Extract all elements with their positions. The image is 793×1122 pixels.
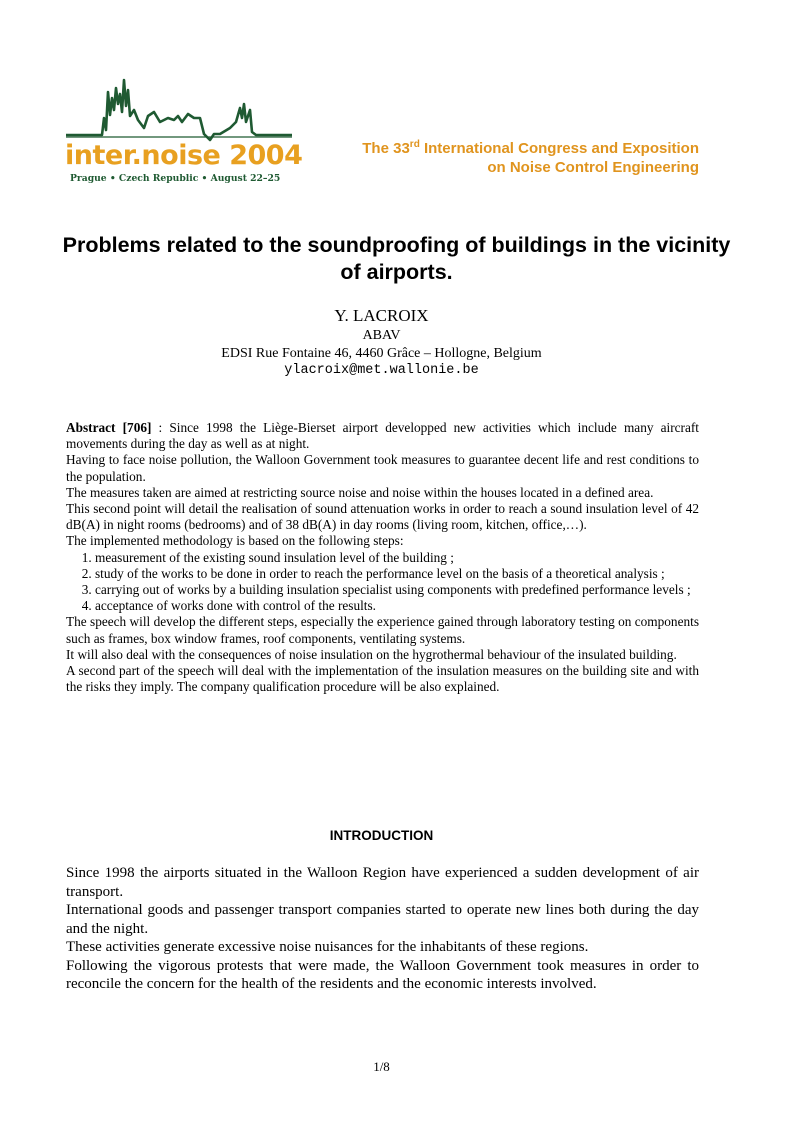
introduction-body — [66, 864, 699, 994]
abstract-paragraph: This second point will detail the realisation of sound attenuation works in order to reach a sound insulation level of 42 dB(A) in night rooms (bedrooms) and of 38 dB(A) in day rooms (living room, kitchen, office,…). — [66, 501, 699, 533]
conference-logo — [64, 70, 303, 190]
paper-title: Problems related to the soundproofing of buildings in the vicinity of airports. — [62, 233, 731, 284]
page-number: 1/8 — [373, 1059, 390, 1074]
abstract-paragraph: The speech will develop the different steps, especially the experience gained through laboratory testing on components such as frames, box window frames, roof components, ventilating systems. — [66, 614, 699, 646]
list-item: 3. carrying out of works by a building insulation specialist using components with predefined performance levels ; — [95, 582, 699, 598]
abstract-paragraph: Having to face noise pollution, the Walloon Government took measures to guarantee decent life and rest conditions to the population. — [66, 452, 699, 484]
intro-paragraph: Following the vigorous protests that were made, the Walloon Government took measures in order to reconcile the concern for the health of the residents and the economic interests involved. — [66, 957, 699, 992]
intro-paragraph: Since 1998 the airports situated in the Walloon Region have experienced a sudden development of air transport. — [66, 865, 699, 900]
author-email: ylacroix@met.wallonie.be — [284, 363, 479, 378]
list-item: 1. measurement of the existing sound insulation level of the building ; — [95, 550, 699, 566]
methodology-steps — [66, 550, 699, 615]
congress-line-1: The 33rd International Congress and Exposition — [362, 139, 699, 157]
intro-paragraph: These activities generate excessive noise nuisances for the inhabitants of these regions. — [66, 939, 589, 955]
abstract-paragraph: Abstract [706] : Since 1998 the Liège-Bierset airport developped new activities which include many aircraft movements during the day as well as at night. — [66, 420, 699, 452]
logo-wordmark: inter.noise 2004 — [65, 140, 303, 171]
abstract-label: Abstract [706] — [66, 420, 152, 435]
list-item: 2. study of the works to be done in order to reach the performance level on the basis of a theoretical analysis ; — [95, 566, 699, 582]
abstract — [66, 420, 699, 695]
abstract-paragraph: The implemented methodology is based on the following steps: — [66, 533, 404, 549]
congress-line-2: on Noise Control Engineering — [487, 159, 699, 176]
intro-paragraph: International goods and passenger transport companies started to operate new lines both during the day and the night. — [66, 902, 699, 937]
ordinal-suffix: rd — [409, 139, 420, 150]
author-organization: ABAV — [362, 328, 401, 343]
logo-subline: Prague • Czech Republic • August 22–25 — [70, 173, 281, 184]
abstract-paragraph: It will also deal with the consequences of noise insulation on the hygrothermal behaviour of the insulated building. — [66, 646, 677, 662]
author-name: Y. LACROIX — [334, 306, 429, 325]
skyline-icon — [64, 70, 296, 142]
abstract-paragraph: The measures taken are aimed at restricting source noise and noise within the houses located in a defined area. — [66, 484, 654, 500]
abstract-paragraph: A second part of the speech will deal with the implementation of the insulation measures on the building site and with the risks they imply. The company qualification procedure will be also explained. — [66, 663, 699, 695]
list-item: 4. acceptance of works done with control of the results. — [95, 598, 699, 614]
congress-heading — [362, 139, 699, 177]
author-address: EDSI Rue Fontaine 46, 4460 Grâce – Hollogne, Belgium — [221, 346, 542, 361]
section-heading: INTRODUCTION — [329, 828, 434, 843]
